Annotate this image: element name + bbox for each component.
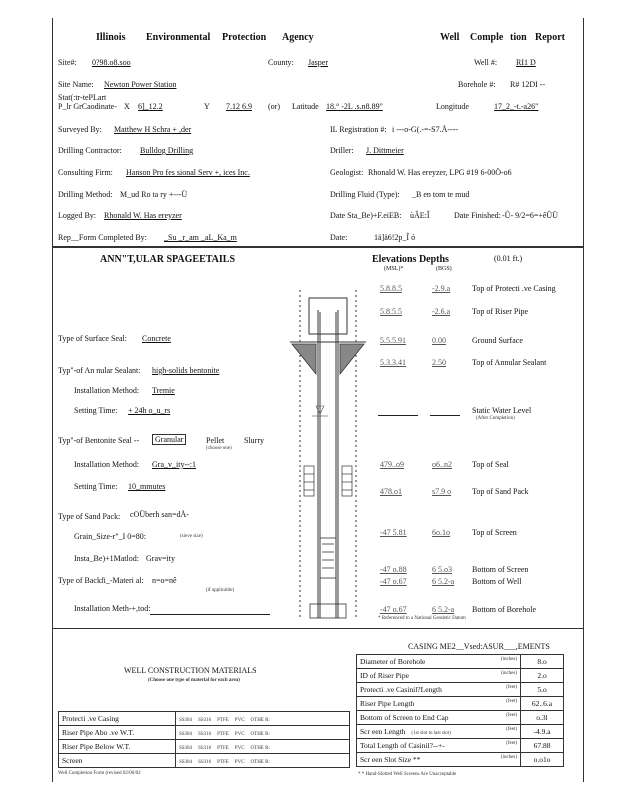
material-option[interactable]: PTFE bbox=[217, 746, 229, 751]
surface-seal-value[interactable]: Concrete bbox=[142, 334, 171, 343]
title-word-2: Environmental bbox=[146, 32, 211, 43]
geologist-value[interactable]: Rhonald W. Has ereyzer, LPG #19 6-00Ö-o6 bbox=[368, 168, 512, 177]
casing-row bbox=[357, 697, 564, 711]
install-method-value[interactable]: Tremie bbox=[152, 386, 175, 395]
report-date-value[interactable]: 1ä]ä6!2p_Î ó bbox=[374, 233, 416, 242]
materials-row-label: Riser Pipe Below W.T. bbox=[59, 740, 176, 754]
casing-value[interactable]: 62..6.a bbox=[521, 697, 564, 711]
casing-unit: (inches) bbox=[500, 755, 517, 760]
install3-value[interactable]: Grav=ity bbox=[146, 554, 175, 563]
elev-bgs[interactable]: s7.9 o bbox=[432, 487, 452, 496]
material-option[interactable]: SS316 bbox=[198, 760, 212, 765]
bentonite-label: Typ"-of Bentonite Seal -- bbox=[58, 436, 140, 445]
section-divider-2 bbox=[52, 628, 583, 629]
material-option[interactable]: SS304 bbox=[179, 732, 193, 737]
install3-label: Insta_Be)+1Matlod: bbox=[74, 554, 139, 563]
driller-label: Driller: bbox=[330, 146, 354, 155]
casing-label-text: Total Length of Casinil?--+- bbox=[360, 741, 445, 750]
elev-label: Bottom of Well bbox=[472, 577, 522, 586]
material-option[interactable]: SS304 bbox=[179, 746, 193, 751]
elev-label: Top of Riser Pipe bbox=[472, 307, 529, 316]
materials-options bbox=[176, 712, 350, 726]
materials-row-label: Riser Pipe Abo .ve W.T. bbox=[59, 726, 176, 740]
elev-label: Top of Seal bbox=[472, 460, 509, 469]
backfill-value[interactable]: n=o=nê bbox=[152, 576, 177, 585]
lat-value[interactable]: 18.° -2L .s.n8.89" bbox=[326, 102, 383, 111]
casing-row bbox=[357, 683, 564, 697]
material-option[interactable]: SS316 bbox=[198, 718, 212, 723]
elev-bgs[interactable]: 6o.1o bbox=[432, 528, 450, 537]
casing-unit: (feet) bbox=[506, 713, 517, 718]
site-name-label: Site Name: bbox=[58, 80, 94, 89]
y-value[interactable]: 7.12 6.9 bbox=[226, 102, 252, 111]
elev-label: Top of Sand Pack bbox=[472, 487, 529, 496]
elev-msl[interactable]: 5.3.3.41 bbox=[380, 358, 406, 367]
casing-unit: (inches) bbox=[500, 657, 517, 662]
lat-label: Latitude bbox=[292, 102, 319, 111]
bentonite-option-pellet[interactable]: Pellet bbox=[206, 436, 225, 445]
grain-sub: (sieve size) bbox=[180, 534, 203, 539]
county-label: County: bbox=[268, 58, 294, 67]
install2-label: Installation Method: bbox=[74, 460, 140, 469]
method-value[interactable]: M_ud Ro ta ry +---Ü bbox=[120, 190, 188, 199]
title-right-1: Well bbox=[440, 32, 460, 43]
casing-label-text: Diameter of Borehole bbox=[360, 657, 426, 666]
material-option[interactable]: OTHE R: bbox=[250, 718, 270, 723]
date-start-label: Date Sta_Be)+F.eiEB: bbox=[330, 211, 402, 220]
title-right-4: Report bbox=[535, 32, 565, 43]
well-diagram bbox=[280, 288, 376, 628]
consult-label: Consulting Firm: bbox=[58, 168, 113, 177]
bentonite-option-granular[interactable]: Granular bbox=[152, 434, 186, 445]
install-method-label: Installation Method: bbox=[74, 386, 140, 395]
casing-label-text: Protecti .ve Casinil?Length bbox=[360, 685, 442, 694]
casing-row bbox=[357, 725, 564, 739]
material-option[interactable]: SS304 bbox=[179, 718, 193, 723]
casing-unit: (feet) bbox=[506, 741, 517, 746]
elev-label: Static Water Level bbox=[472, 406, 532, 415]
material-option[interactable]: PTFE bbox=[217, 718, 229, 723]
site-label: Site#: bbox=[58, 58, 77, 67]
materials-title: WELL CONSTRUCTION MATERIALS bbox=[124, 666, 257, 675]
setting-time-label: Setting Time: bbox=[74, 406, 118, 415]
well-label: Well #: bbox=[474, 58, 498, 67]
bentonite-sub: (choose one) bbox=[206, 446, 232, 451]
elev-label: Top of Protecti .ve Casing bbox=[472, 284, 556, 293]
surface-seal-label: Type of Surface Seal: bbox=[58, 334, 127, 343]
title-right-2: Comple bbox=[470, 32, 504, 43]
long-label: Longitude bbox=[436, 102, 469, 111]
materials-table bbox=[58, 711, 350, 768]
elev-bgs[interactable]: 6 5.2-a bbox=[432, 605, 455, 614]
casing-unit: (inches) bbox=[500, 671, 517, 676]
casing-unit: (feet) bbox=[506, 685, 517, 690]
material-option[interactable]: SS304 bbox=[179, 760, 193, 765]
fluid-value[interactable]: _B en tom te mud bbox=[412, 190, 470, 199]
sand-label: Type of Sand Pack: bbox=[58, 512, 121, 521]
elev-label: Top of Screen bbox=[472, 528, 517, 537]
elev-msl[interactable]: -47 o.88 bbox=[380, 565, 407, 574]
elev-note: * Referenced to a National Geodetic Datum bbox=[378, 616, 466, 621]
backfill-sub: (if applicable) bbox=[206, 588, 235, 593]
elev-bgs-blank[interactable] bbox=[430, 415, 460, 416]
materials-row-label: Protecti .ve Casing bbox=[59, 712, 176, 726]
site-name-value[interactable]: Newton Power Station bbox=[104, 80, 177, 89]
elev-label: Ground Surface bbox=[472, 336, 523, 345]
casing-label bbox=[357, 725, 521, 739]
elev-msl[interactable]: -47 o.67 bbox=[380, 577, 407, 586]
reg-label: IL Registration #: bbox=[330, 125, 387, 134]
materials-row-label: Screen bbox=[59, 754, 176, 768]
contractor-label: Drilling Contractor: bbox=[58, 146, 122, 155]
elev-label: Top of Annular Sealant bbox=[472, 358, 547, 367]
date-start-value[interactable]: ùÂE:Î bbox=[410, 211, 430, 220]
casing-label bbox=[357, 697, 521, 711]
casing-label-text: Riser Pipe Length bbox=[360, 699, 415, 708]
elev-msl[interactable]: 5.8.5.5 bbox=[380, 307, 402, 316]
elev-bgs[interactable]: -2.6.a bbox=[432, 307, 451, 316]
casing-value[interactable]: o.o1o bbox=[521, 753, 564, 767]
setting2-label: Setting Time: bbox=[74, 482, 118, 491]
elev-bgs[interactable]: 0.00 bbox=[432, 336, 446, 345]
elev-bgs[interactable]: 2.50 bbox=[432, 358, 446, 367]
material-option[interactable]: OTHE R: bbox=[250, 746, 270, 751]
logged-label: Logged By: bbox=[58, 211, 96, 220]
annular-title: ANN"T,ULAR SPAGEETAILS bbox=[100, 254, 236, 265]
material-option[interactable]: PVC bbox=[234, 718, 245, 723]
contractor-value[interactable]: Bulldog Drilling bbox=[140, 146, 194, 155]
casing-value[interactable]: 8.o bbox=[521, 655, 564, 669]
casing-label-text: Scr een Slot Size ** bbox=[360, 755, 421, 764]
date-finished-label: Date Finished: bbox=[454, 211, 501, 220]
report-date-label: Date: bbox=[330, 233, 348, 242]
materials-row bbox=[59, 726, 350, 740]
report-label: Rep__Form Completed By: bbox=[58, 233, 147, 242]
material-option[interactable]: OTHE R: bbox=[250, 760, 270, 765]
title-right-3: tion bbox=[510, 32, 527, 43]
casing-row bbox=[357, 753, 564, 767]
section-divider bbox=[52, 246, 583, 248]
materials-row bbox=[59, 712, 350, 726]
long-value[interactable]: 17_2_-t.-a26" bbox=[494, 102, 539, 111]
materials-sub: (Choose one type of material for each area) bbox=[148, 678, 240, 683]
casing-label-text: Scr een Length bbox=[360, 727, 406, 736]
elev-label: Bottom of Borehole bbox=[472, 605, 536, 614]
bentonite-option-slurry[interactable]: Slurry bbox=[244, 436, 264, 445]
coords-line1: Stat(:tr-tePLart bbox=[58, 93, 107, 102]
site-value[interactable]: 0?98.o8.soo bbox=[92, 58, 131, 67]
well-value[interactable]: RI1 D bbox=[516, 58, 536, 67]
method-label: Drilling Method: bbox=[58, 190, 113, 199]
borehole-label: Borehole #: bbox=[458, 80, 496, 89]
x-value[interactable]: 6]_12.2 bbox=[138, 102, 163, 111]
materials-options bbox=[176, 740, 350, 754]
sand-value[interactable]: cOÜberh san=dÅ- bbox=[130, 510, 189, 519]
elev-msl[interactable]: 479..o9 bbox=[380, 460, 404, 469]
report-value[interactable]: _Su _r_am _aL_Ka_m bbox=[164, 233, 237, 242]
casing-row bbox=[357, 655, 564, 669]
survey-value[interactable]: Matthew H Schra + ,der bbox=[114, 125, 192, 134]
install4-label: Installation Meth-+,tod: bbox=[74, 604, 151, 613]
casing-value[interactable]: 67.88 bbox=[521, 739, 564, 753]
grain-label: Grain_Size-r"_I 0=80: bbox=[74, 532, 146, 541]
or-text: (or) bbox=[268, 102, 280, 111]
casing-title: CASING ME2__Vsed:ASUR___,EMENTS bbox=[408, 642, 550, 651]
casing-label bbox=[357, 753, 521, 767]
driller-value[interactable]: J. Dittmeier bbox=[366, 146, 404, 155]
material-option[interactable]: SS316 bbox=[198, 732, 212, 737]
elev-label: Bottom of Screen bbox=[472, 565, 529, 574]
material-option[interactable]: PTFE bbox=[217, 760, 229, 765]
casing-label bbox=[357, 683, 521, 697]
elev-msl[interactable]: -47 o.67 bbox=[380, 605, 407, 614]
material-option[interactable]: SS316 bbox=[198, 746, 212, 751]
elev-bgs[interactable]: o6..n2 bbox=[432, 460, 452, 469]
install4-line[interactable] bbox=[150, 614, 270, 615]
elev-units: (0.01 ft.) bbox=[494, 254, 523, 263]
casing-unit: (feet) bbox=[506, 727, 517, 732]
elev-bgs[interactable]: 6 5.2-a bbox=[432, 577, 455, 586]
casing-label bbox=[357, 655, 521, 669]
county-value[interactable]: Jasper bbox=[308, 58, 328, 67]
material-option[interactable]: OTHE R: bbox=[250, 732, 270, 737]
setting2-value[interactable]: 10_mmutes bbox=[128, 482, 166, 491]
borehole-value[interactable]: R# 12DI -- bbox=[510, 80, 546, 89]
materials-row bbox=[59, 754, 350, 768]
geologist-label: Geologist: bbox=[330, 168, 364, 177]
install2-value[interactable]: Gra_v_ity--:1 bbox=[152, 460, 196, 469]
material-option[interactable]: PVC bbox=[234, 746, 245, 751]
casing-label bbox=[357, 669, 521, 683]
casing-row bbox=[357, 739, 564, 753]
annular-sealant-value[interactable]: high-solids bentonite bbox=[152, 366, 220, 375]
material-option[interactable]: PVC bbox=[234, 760, 245, 765]
title-word-1: Illinois bbox=[96, 32, 126, 43]
setting-time-value[interactable]: + 24h o_u_rs bbox=[128, 406, 171, 415]
date-finished-value[interactable]: -Û- 9/2=6=+êÛÜ bbox=[502, 211, 558, 220]
casing-table bbox=[356, 654, 564, 767]
consult-value[interactable]: Hanson Pro fes sional Serv +, ices Inc. bbox=[126, 168, 250, 177]
msl-label: (MSL)* bbox=[384, 266, 404, 272]
elev-msl-blank[interactable] bbox=[378, 415, 418, 416]
title-word-4: Agency bbox=[282, 32, 314, 43]
elev-bgs[interactable]: -2.9.a bbox=[432, 284, 451, 293]
fluid-label: Drilling Fluid (Type): bbox=[330, 190, 400, 199]
casing-note: * * Hand-Slotted Well Screens Are Unacceptable bbox=[358, 772, 457, 777]
materials-options bbox=[176, 754, 350, 768]
title-word-3: Protection bbox=[222, 32, 267, 43]
casing-label-text: ID of Riser Pipe bbox=[360, 671, 409, 680]
casing-row bbox=[357, 669, 564, 683]
casing-row bbox=[357, 711, 564, 725]
footer-text: Well Completion Form (revised 02/06/02 bbox=[58, 771, 141, 776]
casing-value[interactable]: o.3l bbox=[521, 711, 564, 725]
annular-sealant-label: Typ"-of An nular Sealant: bbox=[58, 366, 141, 375]
elev-msl[interactable]: 5.8.8.5 bbox=[380, 284, 402, 293]
reg-value[interactable]: i ---o-G(.-=-S7.Å---- bbox=[392, 125, 459, 134]
materials-row bbox=[59, 740, 350, 754]
casing-sub: (1st slot to last slot) bbox=[411, 731, 451, 736]
material-option[interactable]: PVC bbox=[234, 732, 245, 737]
logged-value[interactable]: Rhonald W. Has ereyzer bbox=[104, 211, 182, 220]
coords-label: P_lr GrCaodinate- bbox=[58, 102, 117, 111]
x-label: X bbox=[124, 102, 130, 111]
casing-unit: (feet) bbox=[506, 699, 517, 704]
casing-value[interactable]: 2.o bbox=[521, 669, 564, 683]
materials-options bbox=[176, 726, 350, 740]
casing-label bbox=[357, 711, 521, 725]
survey-label: Surveyed By: bbox=[58, 125, 102, 134]
y-label: Y bbox=[204, 102, 210, 111]
backfill-label: Type of Backfi_-Materi al: bbox=[58, 576, 144, 585]
elev-bgs[interactable]: 6 5.o3 bbox=[432, 565, 452, 574]
bgs-label: (BGS) bbox=[436, 266, 452, 272]
elev-title: Elevations Depths bbox=[372, 254, 449, 265]
casing-label-text: Bottom of Screen to End Cap bbox=[360, 713, 449, 722]
elev-msl[interactable]: 5.5.5.91 bbox=[380, 336, 406, 345]
casing-value[interactable]: 5.o bbox=[521, 683, 564, 697]
material-option[interactable]: PTFE bbox=[217, 732, 229, 737]
elev-msl[interactable]: -47 5.81 bbox=[380, 528, 407, 537]
elev-msl[interactable]: 478.o1 bbox=[380, 487, 402, 496]
elev-sub: (After Completion) bbox=[476, 416, 515, 421]
casing-value[interactable]: -4.9.a bbox=[521, 725, 564, 739]
casing-label bbox=[357, 739, 521, 753]
